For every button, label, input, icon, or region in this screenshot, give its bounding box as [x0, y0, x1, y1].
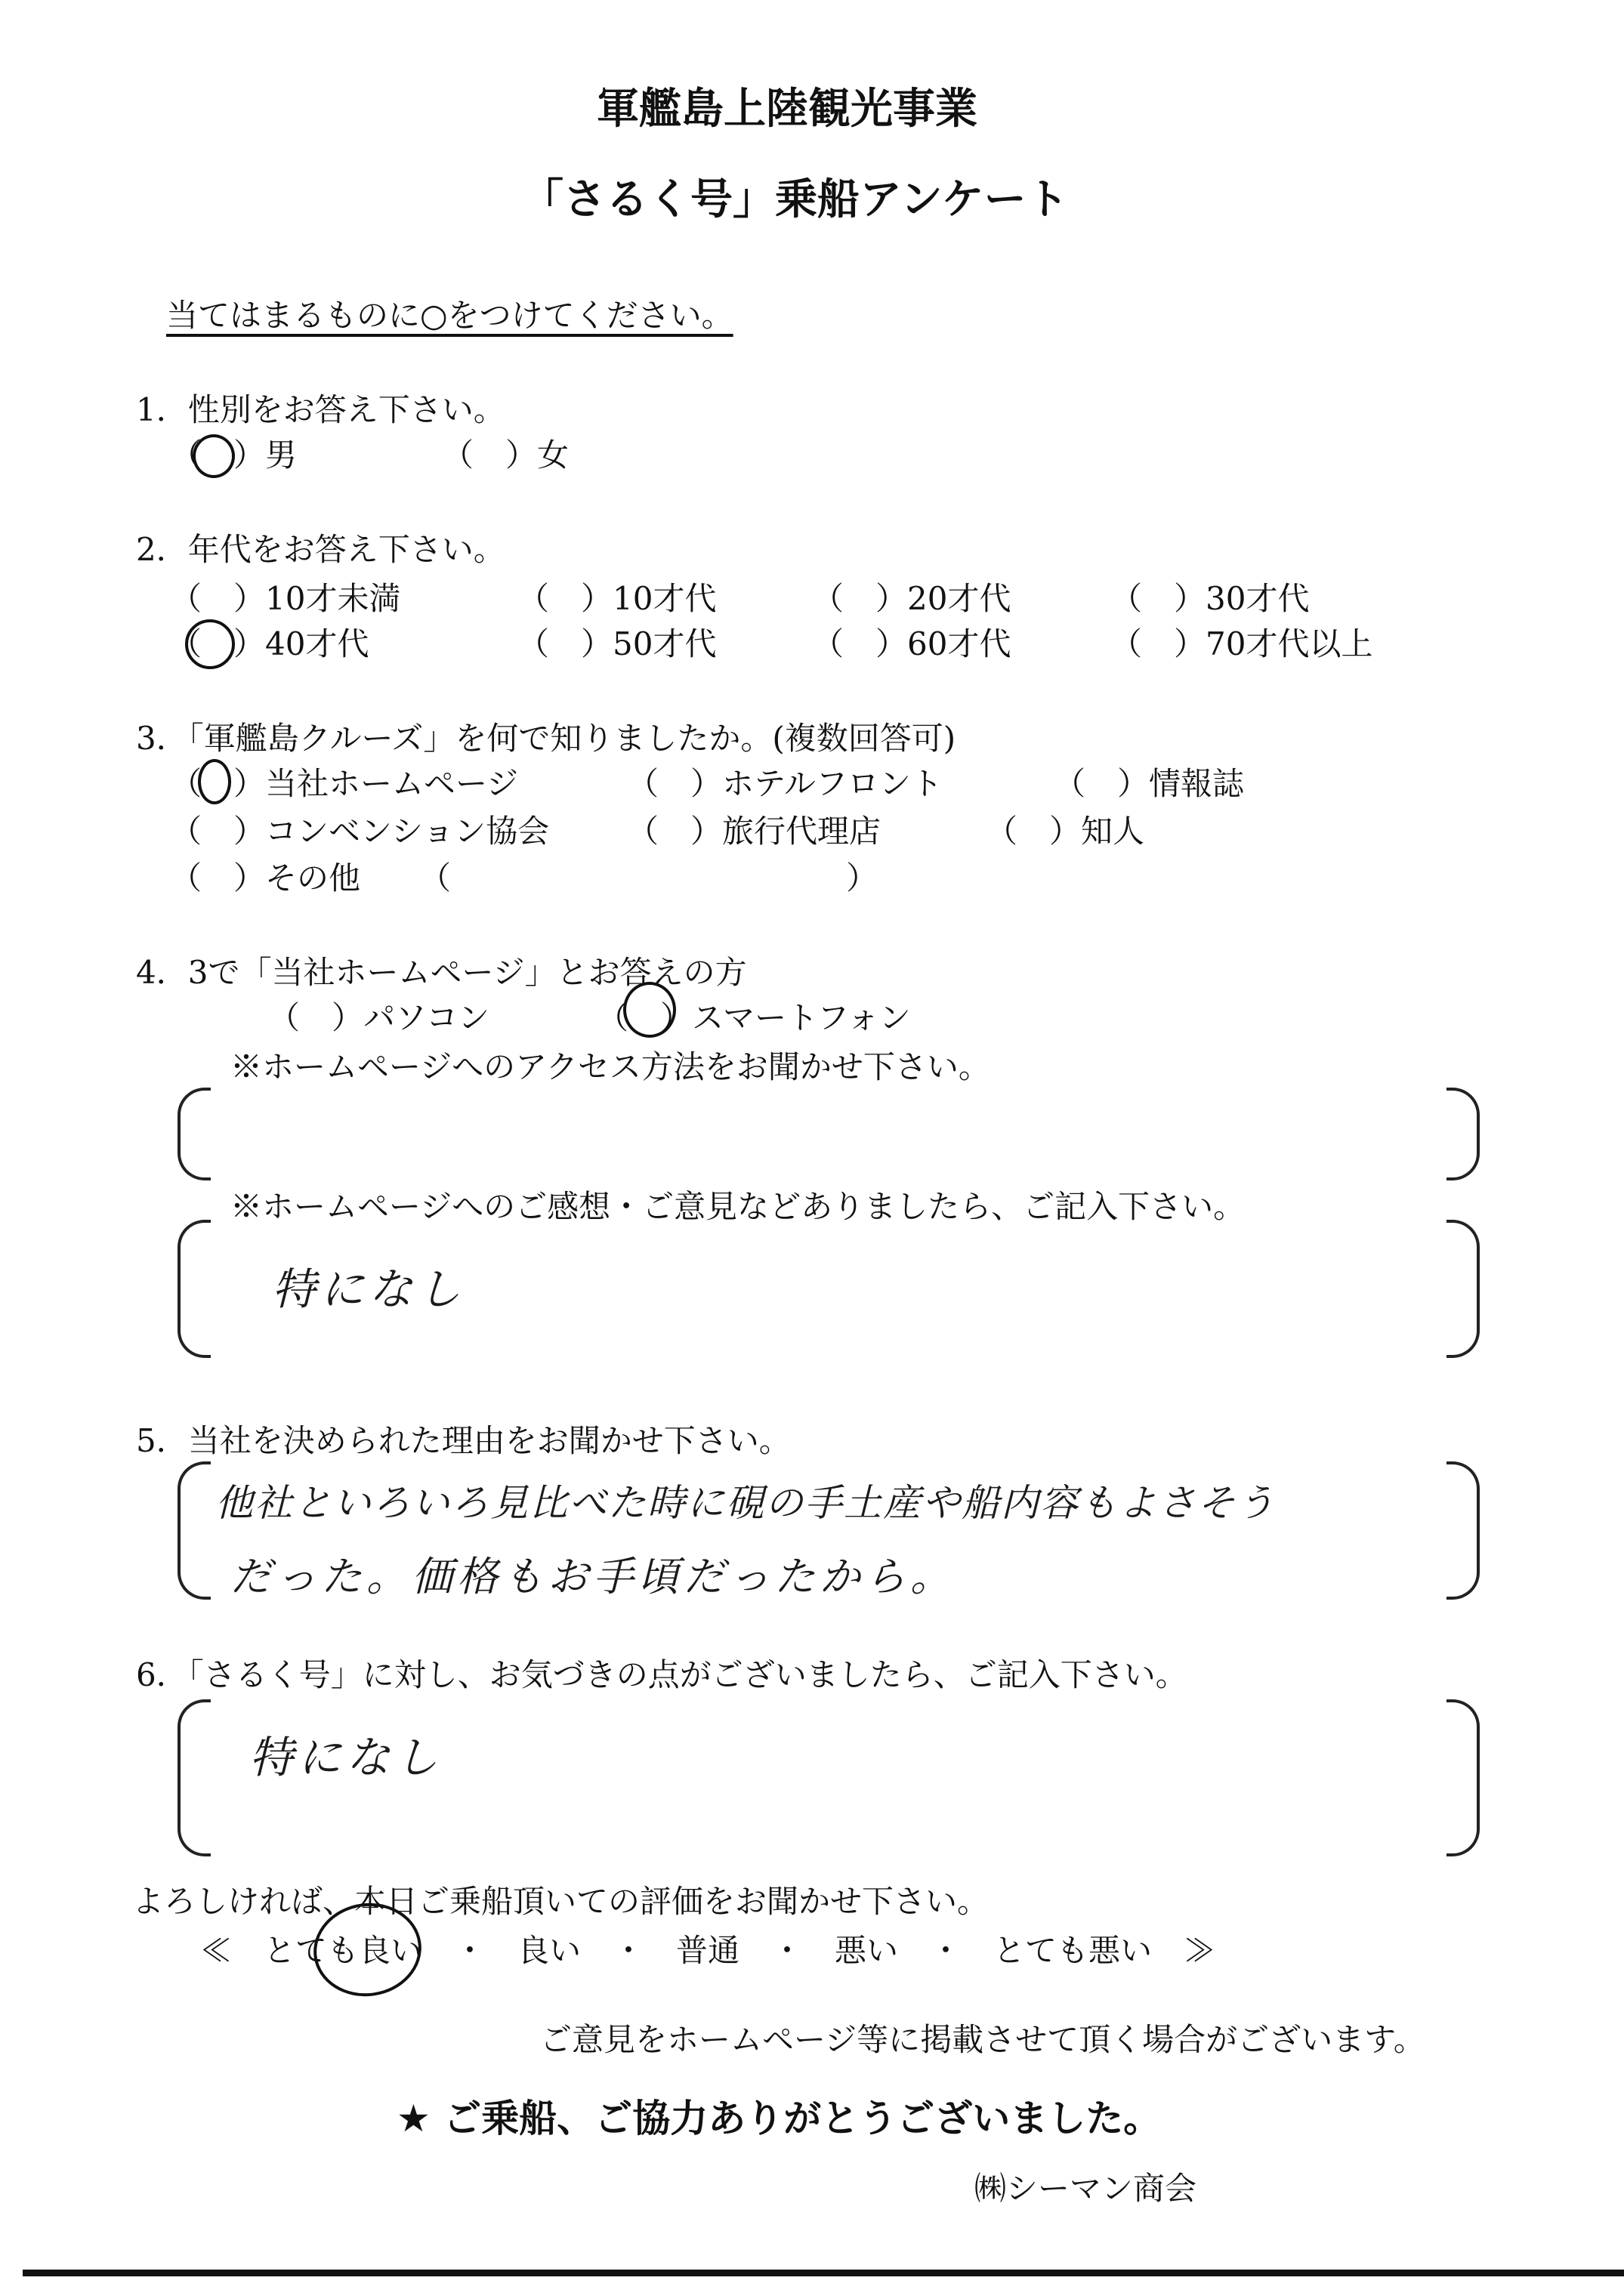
answer-box-bracket-left: [178, 1461, 211, 1600]
q6-label: 6．「さるく号」に対し、お気づきの点がございましたら、ご記入下さい。: [136, 1656, 1187, 1693]
q3-option-acquaintance[interactable]: （ ）知人: [986, 813, 1145, 850]
answer-circle-mark: [198, 759, 231, 804]
answer-box-bracket-right: [1446, 1220, 1480, 1358]
q3-option-other[interactable]: （ ）その他: [170, 859, 361, 896]
q2-option-50s[interactable]: （ ）50才代: [517, 625, 717, 662]
q2-option-10s[interactable]: （ ）10才代: [517, 580, 717, 617]
q3-option-magazine[interactable]: （ ）情報誌: [1054, 765, 1245, 802]
q2-label: 2．年代をお答え下さい。: [136, 531, 505, 568]
q6-handwritten-answer: 特になし: [249, 1732, 443, 1783]
q1-option-male[interactable]: （ ）男: [170, 437, 298, 474]
q5-label: 5．当社を決められた理由をお聞かせ下さい。: [136, 1422, 791, 1459]
q1-label: 1．性別をお答え下さい。: [136, 391, 505, 428]
q2-option-20s[interactable]: （ ）20才代: [812, 580, 1011, 617]
q3-other-paren-open: （: [419, 859, 452, 896]
q3-option-convention[interactable]: （ ）コンベンション協会: [170, 813, 550, 850]
q3-option-hotel-front[interactable]: （ ）ホテルフロント: [627, 765, 943, 802]
q4-handwritten-answer: 特になし: [272, 1264, 466, 1315]
instruction-text: 当てはまるものに○をつけてください。: [166, 297, 733, 334]
survey-org-title: 軍艦島上陸観光事業: [597, 85, 977, 134]
q4-label: 4．3で「当社ホームページ」とお答えの方: [136, 954, 747, 991]
answer-box-bracket-left: [178, 1699, 211, 1856]
answer-circle-mark: [193, 434, 235, 478]
q2-option-30s[interactable]: （ ）30才代: [1110, 580, 1310, 617]
q3-label: 3．「軍艦島クルーズ」を何で知りましたか。(複数回答可): [136, 720, 956, 757]
q2-option-under-10[interactable]: （ ）10才未満: [170, 580, 401, 617]
publication-notice: ご意見をホームページ等に掲載させて頂く場合がございます。: [540, 2021, 1425, 2058]
thank-you-message: ★ ご乗船、ご協力ありがとうございました。: [397, 2097, 1162, 2140]
q2-option-40s[interactable]: （ ）40才代: [170, 625, 369, 662]
q4-note-access: ※ホームページへのアクセス方法をお聞かせ下さい。: [230, 1048, 990, 1085]
q4-option-smartphone[interactable]: （ ）スマートフォン: [597, 999, 911, 1036]
answer-box-bracket-right: [1446, 1699, 1480, 1856]
q5-handwritten-answer-line2: だった。価格もお手頃だったから。: [230, 1553, 956, 1600]
q3-option-homepage[interactable]: （ ）当社ホームページ: [170, 765, 519, 802]
q2-option-70s-plus[interactable]: （ ）70才代以上: [1110, 625, 1373, 662]
q3-other-paren-close: ）: [846, 859, 878, 896]
answer-circle-mark: [623, 982, 676, 1038]
q4-option-pc[interactable]: （ ）パソコン: [268, 999, 490, 1036]
bottom-divider: [23, 2270, 1624, 2276]
answer-box-bracket-left: [178, 1088, 211, 1180]
q2-option-60s[interactable]: （ ）60才代: [812, 625, 1011, 662]
rating-label: よろしければ、本日ご乗船頂いての評価をお聞かせ下さい。: [132, 1883, 990, 1920]
rating-scale[interactable]: ≪ とても良い ・ 良い ・ 普通 ・ 悪い ・ とても悪い ≫: [200, 1932, 1216, 1969]
answer-circle-mark: [185, 619, 235, 669]
q3-option-travel-agency[interactable]: （ ）旅行代理店: [627, 813, 881, 850]
q4-note-impression: ※ホームページへのご感想・ご意見などありましたら、ご記入下さい。: [230, 1188, 1246, 1225]
q1-option-female[interactable]: （ ）女: [442, 437, 570, 474]
company-name: ㈱シーマン商会: [974, 2170, 1197, 2207]
answer-box-bracket-right: [1446, 1461, 1480, 1600]
q5-handwritten-answer-line1: 他社といろいろ見比べた時に硯の手土産や船内容もよさそう: [215, 1481, 1276, 1525]
survey-title: 「さるく号」乗船アンケート: [521, 175, 1069, 224]
answer-box-bracket-right: [1446, 1088, 1480, 1180]
answer-box-bracket-left: [178, 1220, 211, 1358]
